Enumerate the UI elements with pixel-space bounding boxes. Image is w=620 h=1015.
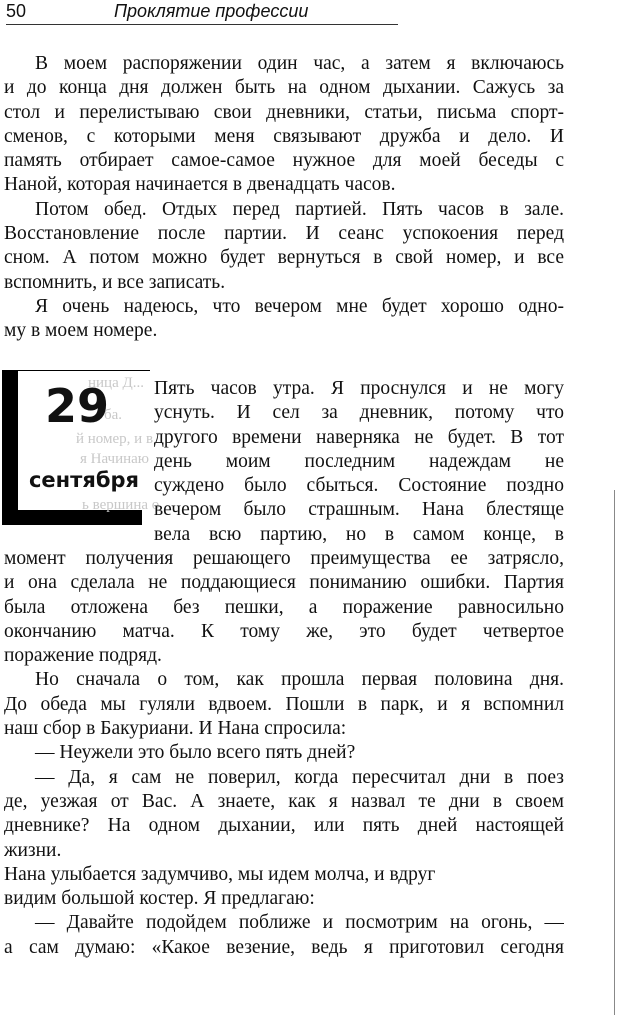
text-line: жизни. bbox=[4, 839, 62, 861]
text-line: стол и перелистываю свои дневники, статьи, письма спорт- bbox=[4, 101, 564, 123]
text-line: де, уезжая от Вас. А знаете, как я назвал те дни в своем bbox=[4, 790, 564, 812]
text-line: окончанию матча. К тому же, это будет четвертое bbox=[4, 620, 564, 642]
section-1-text bbox=[4, 52, 564, 344]
text-line: а сам думаю: «Какое везение, ведь я приготовил сегодня bbox=[4, 936, 564, 958]
text-line: Потом обед. Отдых перед партией. Пять часов в зале. bbox=[35, 198, 564, 220]
ghost-text-line: ба. bbox=[104, 407, 123, 423]
date-day: 29 bbox=[44, 379, 109, 433]
text-line: вела всю партию, но в самом конце, в bbox=[154, 523, 564, 545]
ghost-text-line: й номер, и в bbox=[76, 431, 154, 447]
text-line: Наной, которая начинается в двенадцать часов. bbox=[4, 174, 396, 196]
running-title: Проклятие профессии bbox=[114, 1, 309, 21]
text-line: сменов, с которыми меня связывают дружба и дело. И bbox=[4, 125, 564, 147]
text-line: вечером было страшным. Нана блестяще bbox=[154, 499, 564, 521]
date-month: сентября bbox=[28, 468, 140, 492]
text-line: наш сбор в Бакуриани. И Нана спросила: bbox=[4, 718, 347, 740]
text-line: Я очень надеюсь, что вечером мне будет хорошо одно- bbox=[35, 295, 564, 317]
text-line: вспомнить, и все записать. bbox=[4, 271, 226, 293]
text-line: В моем распоряжении один час, а затем я включаюсь bbox=[35, 53, 564, 74]
text-line: Пять часов утра. Я проснулся и не могу bbox=[154, 378, 564, 399]
running-header bbox=[6, 0, 398, 25]
text-line: — Давайте подойдем поближе и посмотрим на огонь, — bbox=[35, 912, 564, 934]
text-line: поражение подряд. bbox=[4, 645, 162, 667]
text-line: — Неужели это было всего пять дней? bbox=[35, 742, 356, 764]
page-edge-rule bbox=[614, 490, 615, 1015]
text-line: момент получения решающего преимущества ее затрясло, bbox=[4, 548, 564, 569]
ghost-text-line: ница Д... bbox=[88, 375, 144, 391]
ghost-text-line: я Начинаю bbox=[80, 451, 150, 467]
date-badge-inner bbox=[18, 370, 160, 513]
text-line: До обеда мы гуляли вдвоем. Пошли в парк, и я вспомнил bbox=[4, 693, 564, 715]
text-line: му в моем номере. bbox=[4, 320, 158, 342]
text-line: была отложена без пешки, а поражение равносильно bbox=[4, 596, 564, 618]
text-line: дневнике? На одном дыхании, или пять дней настоящей bbox=[4, 815, 564, 837]
text-line: видим большой костер. Я предлагаю: bbox=[4, 888, 315, 910]
ghost-text-line: ь вершина о bbox=[82, 497, 160, 513]
date-badge bbox=[2, 370, 160, 525]
text-line: и до конца дня должен быть на одном дыхании. Сажусь за bbox=[4, 77, 564, 99]
text-line: суждено было сбыться. Состояние поздно bbox=[154, 475, 564, 497]
text-line: уснуть. И сел за дневник, потому что bbox=[154, 402, 564, 424]
text-line: сном. А потом можно будет вернуться в свой номер, и все bbox=[4, 247, 564, 269]
date-badge-shadow-left bbox=[2, 370, 18, 525]
text-line: Восстановление после партии. И сеанс успокоения перед bbox=[4, 223, 564, 245]
text-line: память отбирает самое-самое нужное для моей беседы с bbox=[4, 150, 564, 172]
section-2-side-text bbox=[154, 377, 564, 547]
page-number: 50 bbox=[6, 1, 27, 21]
text-line: — Да, я сам не поверил, когда пересчитал дни в поез bbox=[35, 766, 564, 788]
text-line: и она сделала не поддающиеся пониманию ошибки. Партия bbox=[4, 572, 564, 594]
text-line: день моим последним надеждам не bbox=[154, 450, 564, 472]
text-line: другого времени наверняка не будет. В тот bbox=[154, 426, 564, 448]
text-line: Нана улыбается задумчиво, мы идем молча, и вдруг bbox=[4, 863, 436, 885]
text-line: Но сначала о том, как прошла первая половина дня. bbox=[35, 669, 564, 691]
section-2-text bbox=[4, 547, 564, 960]
